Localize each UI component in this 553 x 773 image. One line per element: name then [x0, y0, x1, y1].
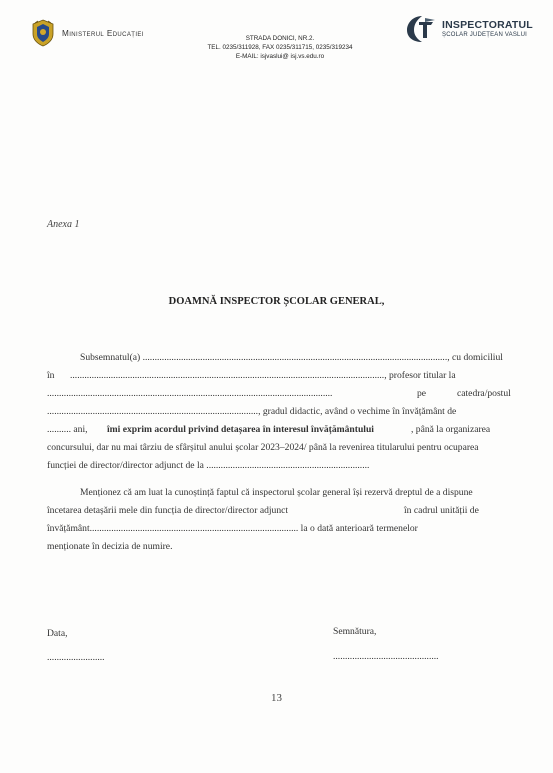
body-line-5-bold: îmi exprim acordul privind detașarea în interesul învățământului [107, 424, 374, 435]
body-p2-line-1: Menționez că am luat la cunoștință faptul că inspectorul școlar general își rezervă dreptul de a dispune [80, 487, 473, 498]
body-p2-line-3: învățământ....................................................................................... la o dată anterioară termenelor [47, 523, 418, 534]
ministry-header [30, 19, 144, 47]
isj-title: INSPECTORATUL [442, 18, 533, 31]
ministry-name: Ministerul Educației [62, 28, 144, 38]
address-email: E-MAIL: isjvaslui@ isj.vs.edu.ro [235, 53, 325, 60]
date-field: ........................ [47, 652, 105, 663]
body-line-1: Subsemnatul(a) ..............................................................................................................................., cu domiciliul [80, 352, 503, 363]
body-line-7: funcției de director/director adjunct de la .................................................................... [47, 460, 370, 471]
signature-field: ............................................ [333, 651, 439, 662]
body-line-2-end: ..................................................................................................................................., profesor titular la [70, 370, 456, 381]
body-line-2-start: în [47, 370, 55, 381]
address-phone: TEL. 0235/311928, FAX 0235/311715, 0235/319234 [207, 44, 353, 51]
body-line-5-end: , până la organizarea [411, 424, 491, 435]
body-p2-line-4: menționate în decizia de numire. [47, 541, 173, 552]
body-p2-line-2-end: în cadrul unității de [404, 505, 479, 516]
body-p2-line-2-start: încetarea detașării mele din funcția de director/director adjunct [47, 505, 289, 516]
body-line-4: ........................................................................................, gradul didactic, având o vechime în învățământ de [47, 406, 457, 417]
body-line-3-catedra: catedra/postul [457, 388, 511, 399]
document-title: DOAMNĂ INSPECTOR ȘCOLAR GENERAL, [168, 296, 385, 307]
isj-header [405, 14, 533, 44]
isj-subtitle: ȘCOLAR JUDEȚEAN VASLUI [442, 31, 527, 38]
body-line-6: concursului, dar nu mai târziu de sfârșitul anului școlar 2023–2024/ până la revenirea titularului pentru ocuparea [47, 442, 479, 453]
isj-logo-icon [405, 14, 439, 44]
romanian-coat-of-arms-icon [30, 19, 56, 47]
address-block [180, 34, 380, 61]
body-line-5-start: .......... ani, [47, 424, 88, 435]
body-line-3-pe: pe [417, 388, 427, 399]
body-line-3-dots: ....................................................................................................................... [47, 388, 333, 399]
page-number: 13 [271, 692, 282, 704]
signature-label: Semnătura, [333, 626, 377, 637]
date-label: Data, [47, 628, 68, 639]
annex-label: Anexa 1 [47, 219, 80, 230]
address-street: STRADA DONICI, NR.2. [245, 35, 315, 42]
